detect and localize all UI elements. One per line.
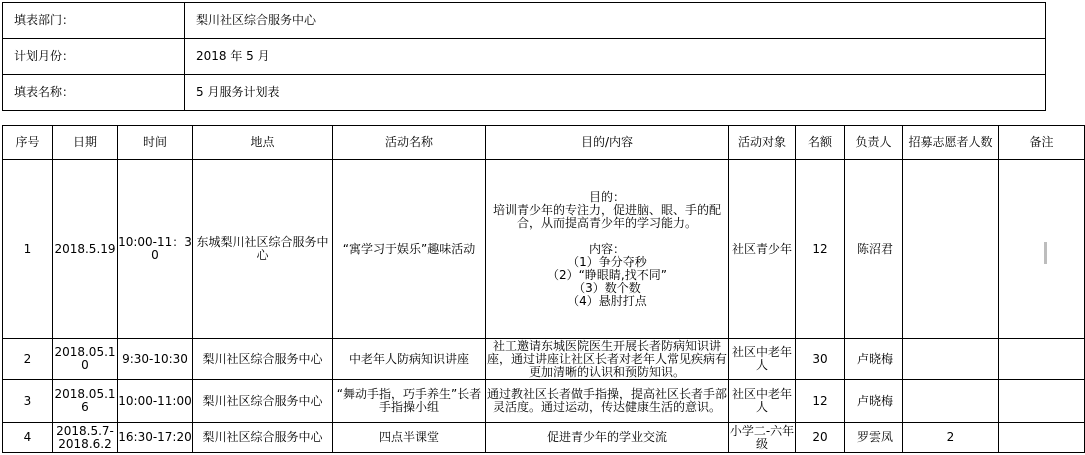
cell-notes (999, 339, 1085, 380)
cell-owner: 罗雲凤 (845, 423, 903, 453)
info-label: 填表部门： (3, 3, 185, 39)
cell-place: 梨川社区综合服务中心 (193, 423, 333, 453)
cell-quota: 12 (796, 160, 845, 339)
info-row-department (3, 3, 1046, 39)
header-no: 序号 (3, 126, 53, 160)
cell-quota: 20 (796, 423, 845, 453)
cell-activity: 四点半课堂 (333, 423, 486, 453)
cell-activity: 中老年人防病知识讲座 (333, 339, 486, 380)
header-time: 时间 (118, 126, 193, 160)
cell-target: 社区中老年人 (729, 380, 796, 423)
cell-notes (999, 380, 1085, 423)
cell-content: 促进青少年的学业交流 (486, 423, 729, 453)
header-place: 地点 (193, 126, 333, 160)
cell-target: 社区青少年 (729, 160, 796, 339)
cell-content: 通过教社区长者做手指操，提高社区长者手部灵活度。通过运动，传达健康生活的意识。 (486, 380, 729, 423)
header-date: 日期 (53, 126, 118, 160)
cell-time: 9:30-10:30 (118, 339, 193, 380)
table-row (3, 380, 1085, 423)
cell-volunteers (903, 160, 999, 339)
info-row-title (3, 75, 1046, 111)
info-value: 5 月服务计划表 (185, 75, 1046, 111)
cell-time: 10:00-11：30 (118, 160, 193, 339)
cell-quota: 30 (796, 339, 845, 380)
table-row (3, 339, 1085, 380)
cell-activity: “寓学习于娱乐”趣味活动 (333, 160, 486, 339)
cell-owner: 卢晓梅 (845, 380, 903, 423)
cell-date: 2018.5.19 (53, 160, 118, 339)
info-value: 梨川社区综合服务中心 (185, 3, 1046, 39)
cell-notes (999, 423, 1085, 453)
table-row (3, 423, 1085, 453)
header-target: 活动对象 (729, 126, 796, 160)
cell-volunteers (903, 339, 999, 380)
scrollbar-thumb[interactable] (1044, 242, 1047, 264)
info-label: 填表名称： (3, 75, 185, 111)
header-notes: 备注 (999, 126, 1085, 160)
cell-volunteers: 2 (903, 423, 999, 453)
table-row (3, 160, 1085, 339)
cell-no: 3 (3, 380, 53, 423)
info-label: 计划月份： (3, 39, 185, 75)
cell-no: 2 (3, 339, 53, 380)
cell-time: 16:30-17:20 (118, 423, 193, 453)
cell-content: 目的： 培训青少年的专注力，促进脑、眼、手的配合，从而提高青少年的学习能力。 内容： （1）争分夺秒 （2）“睁眼睛,找不同” （3）数个数 （4）悬肘打点 (486, 160, 729, 339)
cell-content: 社工邀请东城医院医生开展长者防病知识讲座，通过讲座让社区长者对老年人常见疾病有更加清晰的认识和预防知识。 (486, 338, 727, 379)
cell-place: 东城梨川社区综合服务中心 (193, 160, 333, 339)
cell-activity: “舞动手指，巧手养生”长者手指操小组 (333, 380, 486, 423)
cell-target: 社区中老年人 (729, 339, 796, 380)
header-quota: 名额 (796, 126, 845, 160)
cell-date: 2018.05.10 (53, 339, 118, 380)
cell-no: 1 (3, 160, 53, 339)
cell-target: 小学二-六年级 (729, 423, 795, 451)
table-header-row (3, 126, 1085, 160)
cell-no: 4 (3, 423, 53, 453)
cell-time: 10:00-11:00 (118, 380, 193, 423)
cell-place: 梨川社区综合服务中心 (193, 339, 333, 380)
header-activity: 活动名称 (333, 126, 486, 160)
header-owner: 负责人 (845, 126, 903, 160)
info-table (2, 2, 1046, 111)
cell-quota: 12 (796, 380, 845, 423)
service-plan-table (2, 125, 1085, 453)
header-volunteers: 招募志愿者人数 (903, 126, 999, 160)
cell-volunteers (903, 380, 999, 423)
cell-place: 梨川社区综合服务中心 (193, 380, 333, 423)
header-content: 目的/内容 (486, 126, 729, 160)
cell-owner: 陈沼君 (845, 160, 903, 339)
info-row-month (3, 39, 1046, 75)
cell-date: 2018.05.16 (53, 380, 118, 423)
cell-owner: 卢晓梅 (845, 339, 903, 380)
info-value: 2018 年 5 月 (185, 39, 1046, 75)
cell-notes (999, 160, 1085, 339)
cell-date: 2018.5.7-2018.6.2 (53, 423, 118, 453)
